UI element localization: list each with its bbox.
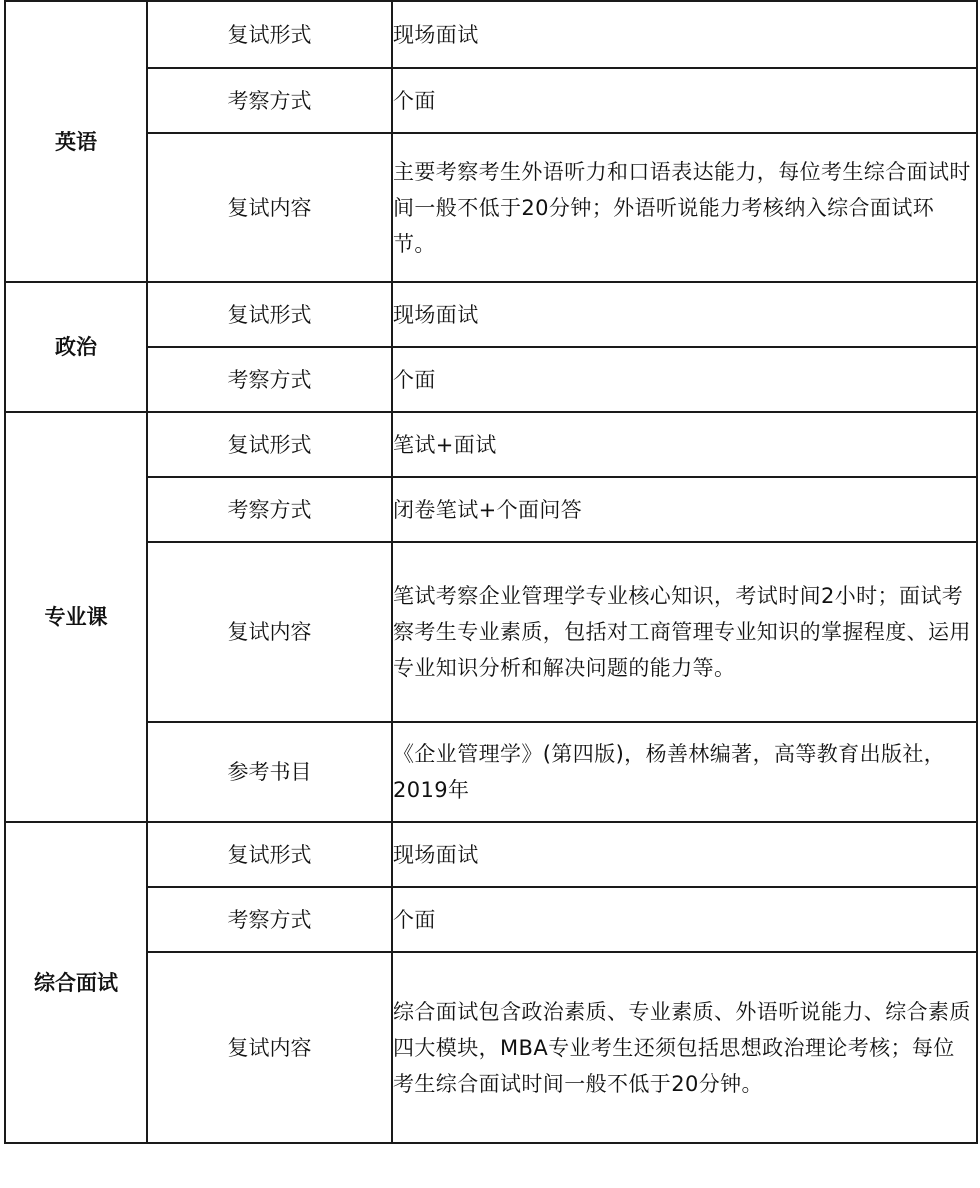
item-cell: 参考书目 <box>147 722 392 822</box>
item-cell: 复试形式 <box>147 282 392 347</box>
table-row <box>5 477 977 542</box>
item-cell: 考察方式 <box>147 68 392 133</box>
detail-cell: 《企业管理学》(第四版)，杨善林编著，高等教育出版社，2019年 <box>392 722 977 822</box>
detail-cell: 笔试+面试 <box>392 412 977 477</box>
item-cell: 考察方式 <box>147 477 392 542</box>
category-cell-comprehensive-interview: 综合面试 <box>5 822 147 1143</box>
category-cell-english: 英语 <box>5 1 147 282</box>
detail-cell: 笔试考察企业管理学专业核心知识，考试时间2小时；面试考察考生专业素质，包括对工商管理专业知识的掌握程度、运用专业知识分析和解决问题的能力等。 <box>392 542 977 722</box>
category-cell-major-course: 专业课 <box>5 412 147 822</box>
item-cell: 复试内容 <box>147 952 392 1143</box>
detail-cell: 现场面试 <box>392 1 977 68</box>
table-row <box>5 887 977 952</box>
table-row <box>5 1 977 68</box>
retest-requirements-table <box>4 0 978 1144</box>
detail-cell: 个面 <box>392 68 977 133</box>
table-row <box>5 68 977 133</box>
item-cell: 复试形式 <box>147 412 392 477</box>
item-cell: 考察方式 <box>147 347 392 412</box>
detail-cell: 现场面试 <box>392 282 977 347</box>
item-cell: 复试形式 <box>147 822 392 887</box>
detail-cell: 主要考察考生外语听力和口语表达能力，每位考生综合面试时间一般不低于20分钟；外语听说能力考核纳入综合面试环节。 <box>392 133 977 282</box>
table-row <box>5 282 977 347</box>
category-cell-politics: 政治 <box>5 282 147 412</box>
table-row <box>5 347 977 412</box>
detail-cell: 综合面试包含政治素质、专业素质、外语听说能力、综合素质四大模块，MBA专业考生还须包括思想政治理论考核；每位考生综合面试时间一般不低于20分钟。 <box>392 952 977 1143</box>
detail-cell: 现场面试 <box>392 822 977 887</box>
detail-cell: 个面 <box>392 887 977 952</box>
table-row <box>5 412 977 477</box>
item-cell: 复试形式 <box>147 1 392 68</box>
table-row <box>5 542 977 722</box>
item-cell: 考察方式 <box>147 887 392 952</box>
table-row <box>5 722 977 822</box>
table-row <box>5 952 977 1143</box>
item-cell: 复试内容 <box>147 133 392 282</box>
table-row <box>5 822 977 887</box>
table-row <box>5 133 977 282</box>
detail-cell: 个面 <box>392 347 977 412</box>
retest-requirements-table-container <box>4 0 978 1186</box>
detail-cell: 闭卷笔试+个面问答 <box>392 477 977 542</box>
item-cell: 复试内容 <box>147 542 392 722</box>
